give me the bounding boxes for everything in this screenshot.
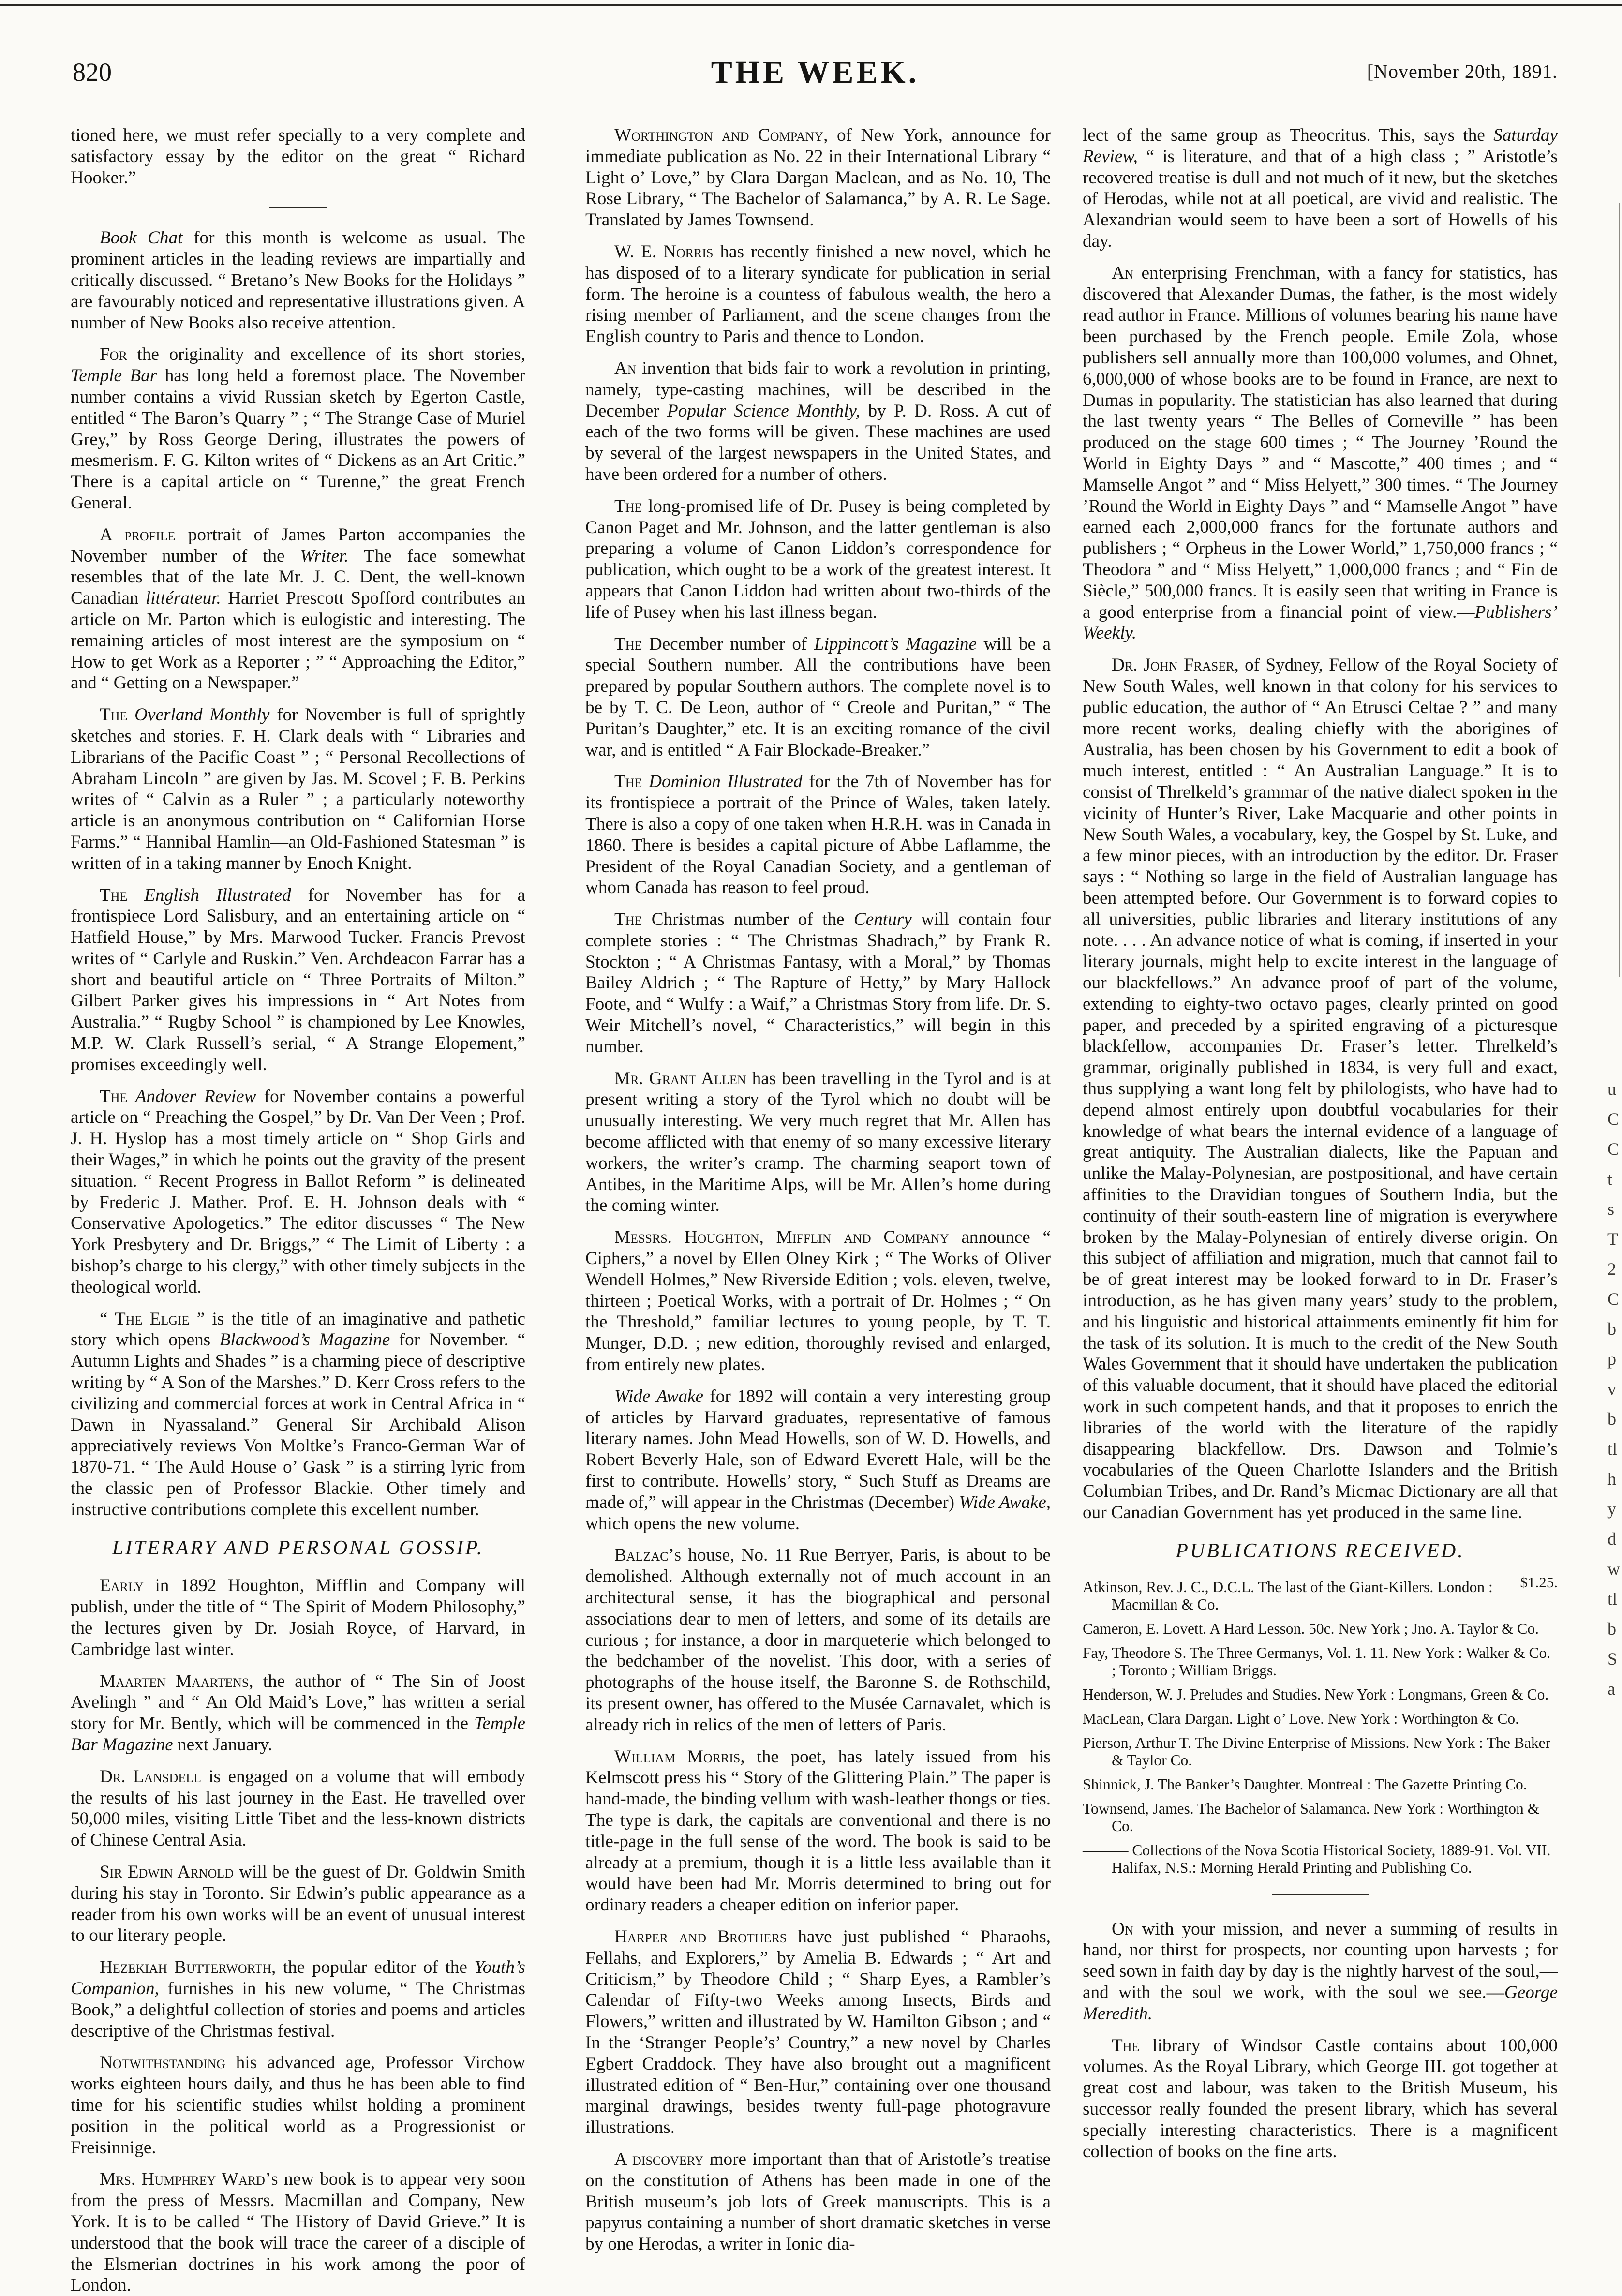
publication-entry: Cameron, E. Lovett. A Hard Lesson. 50c. New York ; Jno. A. Taylor & Co.: [1083, 1620, 1539, 1637]
paragraph-dumas: An enterprising Frenchman, with a fancy for statistics, has discovered that Alexander Dumas, the father, is the most widely read author in France. Millions of volumes bearing his name have been purchased by the French people. Emile Zola, whose publishers sell annually more than 100,000 volumes, and Ohnet, 6,000,000 of whose books are to be found in France, are next to Dumas in popularity. The statistician has also learned that during the last twenty years “ The Belles of Corneville ” has been produced on the stage 600 times ; “ The Journey ’Round the World in Eighty Days ” and “ Mascotte,” 400 times ; and “ Mamselle Angot ” and “ Miss Helyett,” 300 times. “ The Journey ’Round the World in Eighty Days ” and “ Mamselle Angot ” have earned each 2,000,000 francs for the fortunate authors and publishers ; “ Orpheus in the Lower World,” 1,750,000 francs ; “ Theodora ” and “ Miss Helyett,” 1,000,000 francs ; and “ Fin de Siècle,” 500,000 francs. It is easily seen that writing in France is a good enterprise from a financial point of view.—Publishers’ Weekly.: [1083, 263, 1558, 643]
paragraph-ward: Mrs. Humphrey Ward’s new book is to appear very soon from the press of Messrs. Macmillan and Company, New York. It is to be called “ The History of David Grieve.” It is understood that the book will trace the career of a disciple of the Elsmerian doctrines in his work among the poor of London.: [71, 2169, 525, 2296]
margin-fragment-glyph: tl: [1607, 1589, 1618, 1609]
margin-fragment-glyph: b: [1607, 1319, 1616, 1339]
paragraph-pusey: The long-promised life of Dr. Pusey is being completed by Canon Paget and Mr. Johnson, and the latter gentleman is also preparing a volume of Canon Liddon’s correspondence for publication, which ought to be a work of the greatest interest. It appears that Canon Liddon had written about two-thirds of the life of Pusey when his last illness began.: [585, 496, 1051, 622]
publication-entry: Fay, Theodore S. The Three Germanys, Vol. 1. 11. New York : Walker & Co. ; Toronto ; William Briggs.: [1083, 1644, 1551, 1679]
paragraph-grant-allen: Mr. Grant Allen has been travelling in the Tyrol and is at present writing a story of the Tyrol which no doubt will be unusually interesting. We very much regret that Mr. Allen has become afflicted with that enemy of so many excessive literary workers, the writer’s cramp. The charming seaport town of Antibes, in the Maritime Alps, will be Mr. Allen’s home during the coming winter.: [585, 1068, 1051, 1216]
title-ref: Book Chat: [100, 228, 183, 248]
publication-entry: Pierson, Arthur T. The Divine Enterprise of Missions. New York : The Baker & Taylor Co.: [1083, 1734, 1551, 1769]
paragraph-balzac: Balzac’s house, No. 11 Rue Berryer, Paris, is about to be demolished. Although externally not of much account in an architectural sense, it has the biographical and personal associations dear to men of letters, and some of its details are curious ; for instance, a door in marqueterie which belonged to the bedchamber of the novelist. This door, with a series of photographs of the house itself, the Baronne S. de Rothschild, its present owner, has offered to the Musée Carnavalet, which is already rich in relics of the men of letters of Paris.: [585, 1545, 1051, 1735]
paragraph-butterworth: Hezekiah Butterworth, the popular editor of the Youth’s Companion, furnishes in his new volume, “ The Christmas Book,” a delightful collection of stories and poems and articles descriptive of the Christmas festival.: [71, 1957, 525, 2041]
divider: [269, 207, 327, 208]
paragraph-invention: An invention that bids fair to work a revolution in printing, namely, type-casting machines, will be described in the December Popular Science Monthly, by P. D. Ross. A cut of each of the two forms will be given. These machines are used by several of the largest newspapers in the United States, and have been ordered for a number of others.: [585, 358, 1051, 484]
section-heading-publications: PUBLICATIONS RECEIVED.: [1176, 1539, 1465, 1562]
margin-fragment-glyph: C: [1607, 1139, 1620, 1159]
publication-price: $1.25.: [1520, 1573, 1558, 1591]
paragraph-arnold: Sir Edwin Arnold will be the guest of Dr. Goldwin Smith during his stay in Toronto. Sir Edwin’s public appearance as a reader from his own works will be an event of unusual interest to our literary people.: [71, 1862, 525, 1946]
column-left: [71, 125, 525, 2296]
paragraph-morris: William Morris, the poet, has lately issued from his Kelmscott press his “ Story of the Glittering Plain.” The paper is hand-made, the binding vellum with wash-leather thongs or ties. The type is dark, the capitals are conventional and there is no title-page in the full sense of the word. The book is said to be already at a premium, though it is a little less available than it would have been had Mr. Morris determined to bring out for ordinary readers a cheaper edition on inferior paper.: [585, 1746, 1051, 1915]
margin-fragment-glyph: y: [1607, 1499, 1616, 1519]
margin-fragment-glyph: tl: [1607, 1439, 1618, 1459]
column-middle: [585, 125, 1051, 2255]
paragraph-writer: A profile portrait of James Parton accompanies the November number of the Writer. The face somewhat resembles that of the late Mr. J. C. Dent, the well-known Canadian littérateur. Harriet Prescott Spofford contributes an article on Mr. Parton which is eulogistic and interesting. The remaining articles of most interest are the symposium on “ How to get Work as a Reporter ; ” “ Approaching the Editor,” and “ Getting on a Newspaper.”: [71, 524, 526, 693]
paragraph-houghton: Early in 1892 Houghton, Mifflin and Company will publish, under the title of “ The Spirit of Modern Philosophy,” the lectures given by Dr. Josiah Royce, of Harvard, in Cambridge last winter.: [71, 1576, 525, 1659]
paragraph-wide-awake: Wide Awake for 1892 will contain a very interesting group of articles by Harvard graduates, representative of famous literary names. John Mead Howells, son of W. D. Howells, and Robert Beverly Hale, son of Edward Everett Hale, will be the first to contribute. Howells’ story, “ Such Stuff as Dreams are made of,” will appear in the Christmas (December) Wide Awake, which opens the new volume.: [585, 1386, 1051, 1534]
margin-fragment-glyph: h: [1607, 1469, 1616, 1489]
paragraph-lansdell: Dr. Lansdell is engaged on a volume that will embody the results of his last journey in the East. He travelled over 50,000 miles, visiting Little Tibet and the less-known districts of Chinese Central Asia.: [71, 1766, 525, 1850]
paragraph-temple-bar: For the originality and excellence of its short stories, Temple Bar has long held a foremost place. The November number contains a vivid Russian sketch by Egerton Castle, entitled “ The Baron’s Quarry ” ; “ The Strange Case of Muriel Grey,” by Ross George Dering, illustrates the powers of mesmerism. F. G. Kilton writes of “ Dickens as an Art Critic.” There is a capital article on “ Turenne,” the great French General.: [71, 344, 525, 513]
publication-entry: Townsend, James. The Bachelor of Salamanca. New York : Worthington & Co.: [1083, 1800, 1540, 1834]
paragraph-norris: W. E. Norris has recently finished a new novel, which he has disposed of to a literary syndicate for publication in serial form. The heroine is a countess of fabulous wealth, the hero a rising member of Parliament, and the scene changes from the English country to Paris and thence to London.: [585, 241, 1051, 347]
margin-fragment-glyph: a: [1607, 1679, 1615, 1699]
paragraph-andover: The Andover Review for November contains a powerful article on “ Preaching the Gospel,” by Dr. Van Der Veen ; Prof. J. H. Hyslop has a most timely article on “ Shop Girls and their Wages,” in which he points out the gravity of the present situation. “ Recent Progress in Ballot Reform ” is delineated by Frederic J. Mather. Prof. E. H. Johnson deals with “ Conservative Apologetics.” The editor discusses “ The New York Presbytery and Dr. Briggs,” “ The Limit of Liberty : a bishop’s charge to his clergy,” with other timely subjects in the theological world.: [71, 1086, 525, 1297]
paragraph-discovery: A discovery more important than that of Aristotle’s treatise on the constitution of Athens has been made in one of the British museum’s job lots of Greek manuscripts. This is a papyrus containing a number of short dramatic sketches in verse by one Herodas, a writer in Ionic dia-: [585, 2149, 1051, 2254]
margin-fragment-glyph: v: [1607, 1379, 1616, 1399]
page-edge-line: [1619, 203, 1620, 977]
paragraph-harper: Harper and Brothers have just published “ Pharaohs, Fellahs, and Explorers,” by Amelia B. Edwards ; “ Art and Criticism,” by Theodore Child ; “ Sharp Eyes, a Rambler’s Calendar of Fifty-two Weeks among Insects, Birds and Flowers,” written and illustrated by W. Hamilton Gibson ; and “ In the ‘Stranger People’s’ Country,” a new novel by Charles Egbert Craddock. They have also brought out a magnificent illustrated edition of “ Ben-Hur,” containing over one thousand marginal drawings, besides twenty full-page photogravure illustrations.: [585, 1926, 1051, 2138]
page-number: 820: [73, 58, 112, 87]
paragraph-lippincott: The December number of Lippincott’s Magazine will be a special Southern number. All the contributions have been prepared by popular Southern authors. The complete novel is to be by T. C. De Leon, author of “ Creole and Puritan,” “ The Puritan’s Daughter,” etc. It is an exciting romance of the civil war, and is entitled “ A Fair Blockade-Breaker.”: [585, 634, 1051, 760]
margin-fragment-glyph: u: [1607, 1079, 1616, 1099]
margin-fragment-glyph: d: [1607, 1529, 1616, 1549]
paragraph-worthington: Worthington and Company, of New York, announce for immediate publication as No. 22 in their International Library “ Light o’ Love,” by Clara Dargan Maclean, and as No. 10, The Rose Library, “ The Bachelor of Salamanca,” by A. R. Le Sage. Translated by James Townsend.: [585, 125, 1051, 230]
top-rule: [0, 0, 1622, 11]
publication-entry: ——— Collections of the Nova Scotia Historical Society, 1889-91. Vol. VII. Halifax, N.S.: Morning Herald Printing and Publishing Co.: [1083, 1841, 1551, 1876]
publication-entry: Shinnick, J. The Banker’s Daughter. Montreal : The Gazette Printing Co.: [1083, 1775, 1527, 1793]
issue-date: [November 20th, 1891.: [1367, 60, 1558, 82]
margin-fragment-glyph: C: [1607, 1109, 1620, 1129]
paragraph-virchow: Notwithstanding his advanced age, Professor Virchow works eighteen hours daily, and thus he has been able to find time for his scientific studies whilst holding a prominent position in the political world as a Progressionist or Freisinnige.: [71, 2053, 525, 2158]
paragraph: tioned here, we must refer specially to a very complete and satisfactory essay by the editor on the great “ Richard Hooker.”: [71, 125, 525, 188]
paragraph-century: The Christmas number of the Century will contain four complete stories : “ The Christmas Shadrach,” by Frank R. Stockton ; “ A Christmas Fantasy, with a Moral,” by Thomas Bailey Aldrich ; “ The Rapture of Hetty,” by Mary Hallock Foote, and “ Wulfy : a Waif,” a Christmas Story from life. Dr. S. Weir Mitchell’s novel, “ Characteristics,” will begin in this number.: [585, 909, 1051, 1057]
publications-list: [1083, 1573, 1558, 1877]
publication-entry: MacLean, Clara Dargan. Light o’ Love. New York : Worthington & Co.: [1083, 1710, 1519, 1727]
publication-entry: Henderson, W. J. Preludes and Studies. New York : Longmans, Green & Co.: [1083, 1685, 1549, 1703]
divider: [1272, 1894, 1369, 1895]
paragraph-overland: The Overland Monthly for November is full of sprightly sketches and stories. F. H. Clark deals with “ Libraries and Librarians of the Pacific Coast ” ; “ Personal Recollections of Abraham Lincoln ” are given by Jas. M. Scovel ; F. B. Perkins writes of “ Calvin as a Ruler ” ; a particularly noteworthy article is an anonymous contribution on “ Californian Horse Farms.” “ Hannibal Hamlin—an Old-Fashioned Statesman ” is written of in a taking manner by Enoch Knight.: [71, 705, 526, 873]
publication-entry: Atkinson, Rev. J. C., D.C.L. The last of the Giant-Killers. London : Macmillan & Co. $1.25.: [1083, 1573, 1558, 1613]
paragraph-herodas: lect of the same group as Theocritus. This, says the Saturday Review, “ is literature, and that of a high class ; ” Aristotle’s recovered treatise is dull and not much of it new, but the sketches of Herodas, while not at all poetical, are vivid and realistic. The Alexandrian would seem to have been a sort of Howells of his day.: [1083, 125, 1558, 251]
margin-fragment-glyph: S: [1607, 1649, 1618, 1669]
adjacent-page-margin-fragment: [1607, 1074, 1622, 1704]
paragraph-houghton-mifflin: Messrs. Houghton, Mifflin and Company announce “ Ciphers,” a novel by Ellen Olney Kirk ; “ The Works of Oliver Wendell Holmes,” New Riverside Edition ; vols. eleven, twelve, thirteen ; Poetical Works, with a portrait of Dr. Holmes ; “ On the Threshold,” familiar lectures to young people, by T. T. Munger, D.D. ; new edition, thoroughly revised and enlarged, from entirely new plates.: [585, 1227, 1051, 1375]
paragraph-book-chat: Book Chat for this month is welcome as usual. The prominent articles in the leading reviews are impartially and critically discussed. “ Bretano’s New Books for the Holidays ” are favourably noticed and representative illustrations given. A number of New Books also receive attention.: [71, 228, 525, 333]
margin-fragment-glyph: s: [1607, 1199, 1615, 1219]
margin-fragment-glyph: w: [1607, 1559, 1620, 1579]
paragraph-windsor: The library of Windsor Castle contains about 100,000 volumes. As the Royal Library, which George III. got together at great cost and labour, was taken to the British Museum, his successor really founded the present library, which has several specially interesting characteristics. There is a magnificent collection of books on the fine arts.: [1083, 2035, 1558, 2162]
margin-fragment-glyph: C: [1607, 1289, 1620, 1309]
section-heading-gossip: LITERARY AND PERSONAL GOSSIP.: [112, 1536, 484, 1559]
margin-fragment-glyph: b: [1607, 1619, 1616, 1639]
margin-fragment-glyph: T: [1607, 1229, 1618, 1249]
paragraph-english-illustrated: The English Illustrated for November has for a frontispiece Lord Salisbury, and an entertaining article on “ Hatfield House,” by Mrs. Marwood Tucker. Francis Prevost writes of “ Carlyle and Ruskin.” Ven. Archdeacon Farrar has a short and beautiful article on “ Three Portraits of Milton.” Gilbert Parker gives his impressions in “ Art Notes from Australia.” “ Rugby School ” is championed by Lee Knowles, M.P. W. Clark Russell’s serial, “ A Strange Elopement,” promises exceedingly well.: [71, 885, 526, 1074]
paragraph-dominion: The Dominion Illustrated for the 7th of November has for its frontispiece a portrait of the Prince of Wales, taken lately. There is also a copy of one taken when H.R.H. was in Canada in 1860. There is besides a capital picture of Abbe Laflamme, the President of the Royal Canadian Society, and a gentleman of whom Canada has reason to feel proud.: [585, 772, 1051, 898]
paragraph-elgie: “ The Elgie ” is the title of an imaginative and pathetic story which opens Blackwood’s Magazine for November. “ Autumn Lights and Shades ” is a charming piece of descriptive writing by “ A Son of the Marshes.” D. Kerr Cross refers to the civilizing and commercial forces at work in Central Africa in “ Dawn in Nyassaland.” General Sir Archibald Alison appreciatively reviews Von Moltke’s Franco-German War of 1870-71. “ The Auld House o’ Gask ” is a stirring lyric from the classic pen of Professor Blackie. Other timely and instructive contributions complete this excellent number.: [71, 1309, 525, 1520]
page-header: [73, 57, 1558, 96]
paragraph-meredith: On with your mission, and never a summing of results in hand, nor thirst for prospects, nor counting upon harvests ; for seed sown in faith day by day is the nightly harvest of the soul,—and with the soul we work, with the soul we see.—George Meredith.: [1083, 1919, 1558, 2024]
margin-fragment-glyph: 2: [1607, 1259, 1616, 1279]
margin-fragment-glyph: t: [1607, 1169, 1613, 1189]
paragraph-maartens: Maarten Maartens, the author of “ The Sin of Joost Avelingh ” and “ An Old Maid’s Love,” has written a serial story for Mr. Bently, which will be commenced in the Temple Bar Magazine next January.: [71, 1671, 526, 1755]
paragraph-fraser: Dr. John Fraser, of Sydney, Fellow of the Royal Society of New South Wales, well known in that colony for his services to public education, the author of “ An Etrusci Celtae ? ” and many more recent works, dealing chiefly with the aborigines of Australia, has been chosen by his Government to edit a book of much interest, entitled : “ An Australian Language.” It is to consist of Threlkeld’s grammar of the native dialect spoken in the vicinity of Hunter’s River, Lake Macquarie and other points in New South Wales, a vocabulary, key, the Gospel by St. Luke, and a few minor pieces, with an introduction by the editor. Dr. Fraser says : “ Nothing so large in the field of Australian language has been attempted before. Our Government is to forward copies to all universities, public libraries and literary institutions of any note. . . . An advance notice of what is coming, if inserted in your literary journals, might help to excite interest in the language of our blackfellows.” An advance proof of part of the volume, extending to eighty-two octavo pages, clearly printed on good paper, and preceded by a spirited engraving of a picturesque blackfellow, accompanies Dr. Fraser’s letter. Threlkeld’s grammar, originally published in 1834, is very full and exact, thus supplying a want long felt by philologists, who have had to depend almost entirely upon doubtful vocabularies for their knowledge of what bears the internal evidence of a language of great antiquity. The Australian dialects, like the Papuan and unlike the Malay-Polynesian, are postpositional, and have certain affinities to the Dravidian tongues of Southern India, but the continuity of their south-eastern line of migration is everywhere broken by the Malay-Polynesian of entirely diverse origin. On this subject of affiliation and migration, much that cannot fail to be of great interest may be looked forward to in Dr. Fraser’s introduction, as he has given many years’ study to the problem, and his linguistic and historical attainments eminently fit him for the task of its solution. It is much to the credit of the New South Wales Government that it should have undertaken the publication of this valuable document, that it should have placed the editorial work in such competent hands, and that it proposes to enrich the libraries of the world with the literature of the rapidly disappearing blackfellow. Drs. Dawson and Tolmie’s vocabularies of the Queen Charlotte Islanders and the British Columbian Tribes, and Dr. Rand’s Micmac Dictionary are all that our Canadian Government has yet produced in the same line.: [1083, 655, 1558, 1522]
column-right: [1083, 125, 1558, 2162]
journal-title: THE WEEK.: [711, 55, 920, 90]
margin-fragment-glyph: p: [1607, 1349, 1616, 1369]
margin-fragment-glyph: b: [1607, 1409, 1616, 1429]
